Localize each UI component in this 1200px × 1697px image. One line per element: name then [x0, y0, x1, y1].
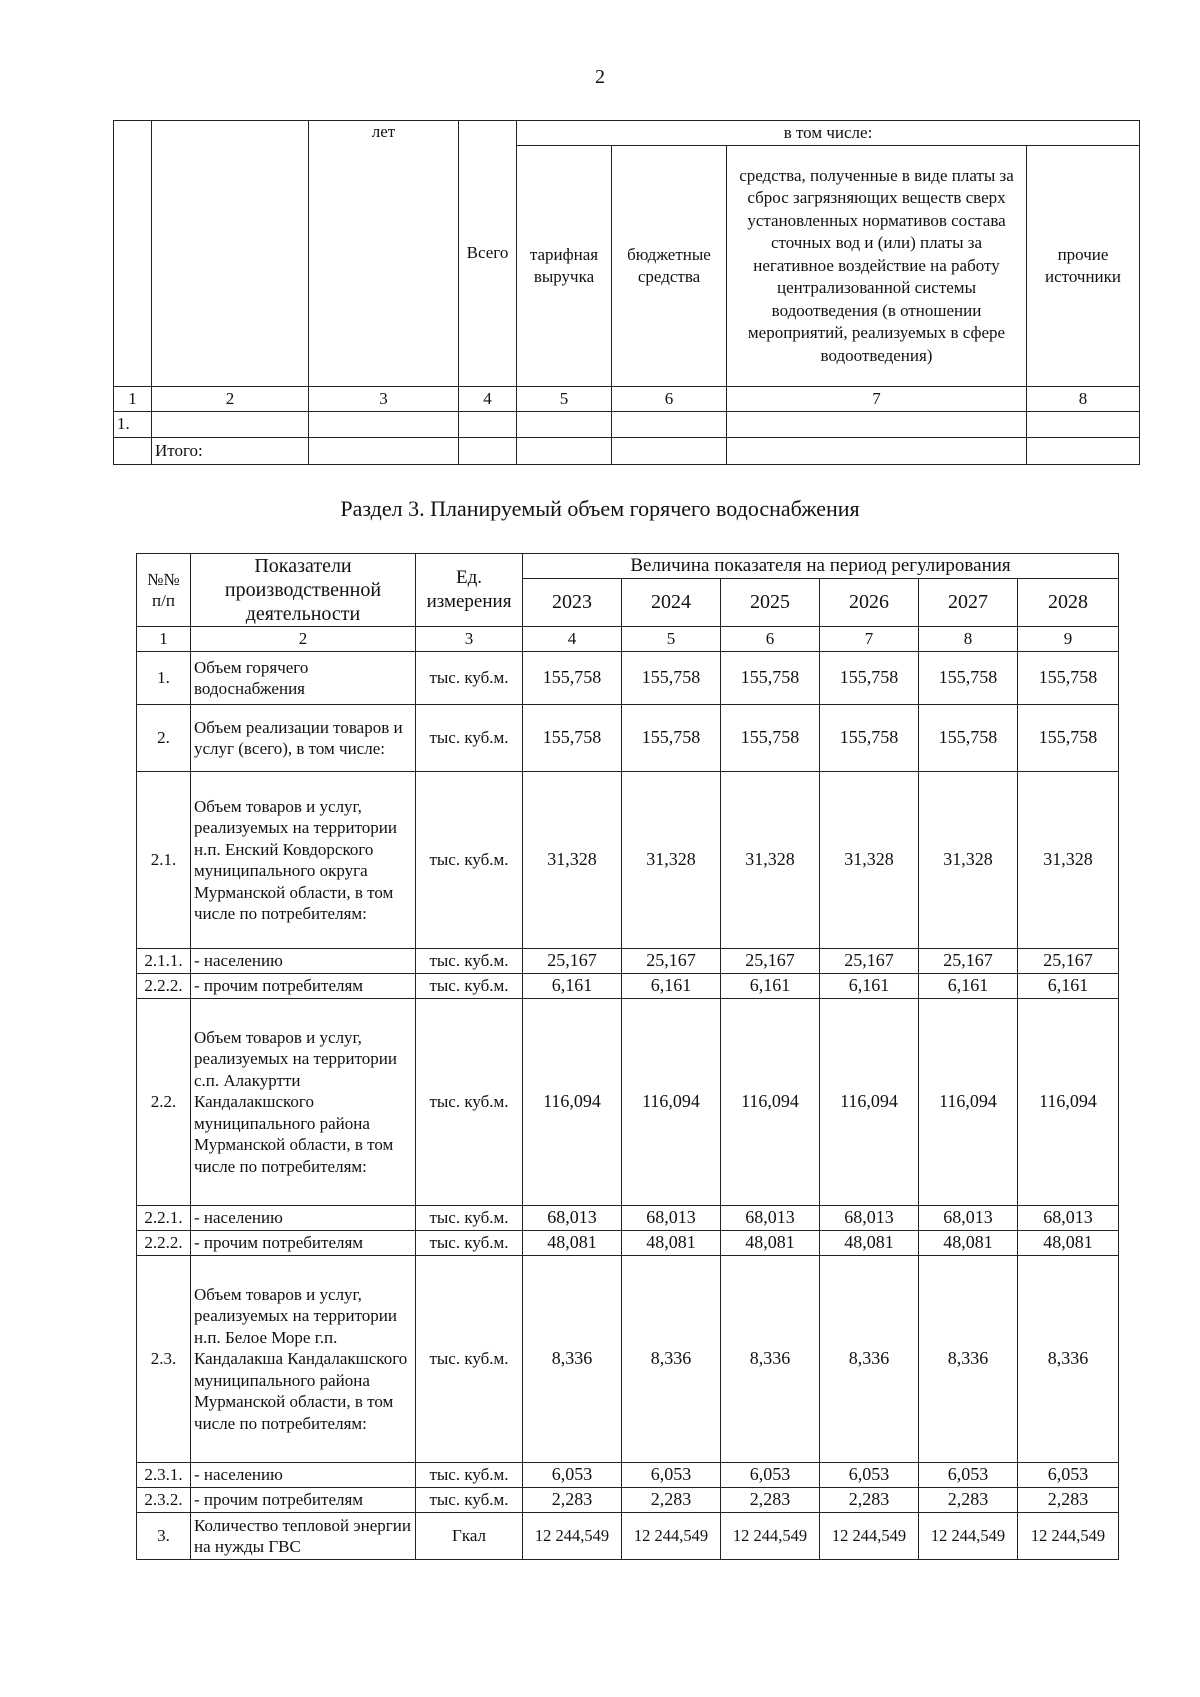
- value-cell: 2,283: [721, 1488, 820, 1513]
- table-cell: [114, 438, 152, 465]
- total-header: Всего: [459, 121, 517, 387]
- row-number: 1.: [137, 652, 191, 705]
- value-cell: 25,167: [523, 949, 622, 974]
- value-cell: 2,283: [1018, 1488, 1119, 1513]
- value-cell: 116,094: [1018, 999, 1119, 1206]
- hot-water-volume-table: [136, 553, 1119, 1560]
- value-cell: 68,013: [721, 1206, 820, 1231]
- value-cell: 6,053: [523, 1463, 622, 1488]
- value-cell: 116,094: [919, 999, 1018, 1206]
- year-header: 2024: [622, 579, 721, 627]
- unit-cell: тыс. куб.м.: [416, 705, 523, 772]
- value-cell: 12 244,549: [1018, 1513, 1119, 1560]
- value-cell: 155,758: [1018, 652, 1119, 705]
- table-cell: [152, 412, 309, 438]
- table-cell: [727, 438, 1027, 465]
- column-number: 4: [523, 627, 622, 652]
- value-cell: 6,053: [622, 1463, 721, 1488]
- value-cell: 6,053: [919, 1463, 1018, 1488]
- indicator-name: Объем горячего водоснабжения: [191, 652, 416, 705]
- column-number: 5: [517, 387, 612, 412]
- value-cell: 48,081: [523, 1231, 622, 1256]
- table-cell: [309, 412, 459, 438]
- unit-cell: тыс. куб.м.: [416, 652, 523, 705]
- unit-cell: тыс. куб.м.: [416, 1206, 523, 1231]
- table-row: [137, 1488, 1119, 1513]
- value-cell: 116,094: [820, 999, 919, 1206]
- value-cell: 6,161: [622, 974, 721, 999]
- value-cell: 31,328: [820, 772, 919, 949]
- value-cell: 155,758: [721, 652, 820, 705]
- value-cell: 8,336: [820, 1256, 919, 1463]
- value-cell: 31,328: [1018, 772, 1119, 949]
- value-cell: 48,081: [721, 1231, 820, 1256]
- year-header: 2027: [919, 579, 1018, 627]
- unit-cell: Гкал: [416, 1513, 523, 1560]
- table-row: [137, 1256, 1119, 1463]
- period-header: Величина показателя на период регулирования: [523, 554, 1119, 579]
- table-row: [114, 412, 1140, 438]
- row-number: 1.: [114, 412, 152, 438]
- year-header: 2023: [523, 579, 622, 627]
- value-cell: 25,167: [820, 949, 919, 974]
- value-cell: 116,094: [721, 999, 820, 1206]
- table-row: [137, 1513, 1119, 1560]
- column-number-row: [114, 387, 1140, 412]
- column-number: 9: [1018, 627, 1119, 652]
- indicator-header: Показатели производственной деятельности: [191, 554, 416, 627]
- unit-cell: тыс. куб.м.: [416, 949, 523, 974]
- value-cell: 155,758: [820, 652, 919, 705]
- value-cell: 12 244,549: [820, 1513, 919, 1560]
- header-cell: [152, 121, 309, 387]
- table-cell: [727, 412, 1027, 438]
- indicator-name: - населению: [191, 1206, 416, 1231]
- table-row: [137, 974, 1119, 999]
- value-cell: 2,283: [820, 1488, 919, 1513]
- column-number: 2: [152, 387, 309, 412]
- value-cell: 2,283: [919, 1488, 1018, 1513]
- value-cell: 8,336: [721, 1256, 820, 1463]
- table-cell: [1027, 412, 1140, 438]
- value-cell: 155,758: [523, 652, 622, 705]
- value-cell: 31,328: [622, 772, 721, 949]
- value-cell: 25,167: [622, 949, 721, 974]
- section-title: Раздел 3. Планируемый объем горячего водоснабжения: [340, 496, 860, 521]
- value-cell: 12 244,549: [919, 1513, 1018, 1560]
- value-cell: 6,161: [820, 974, 919, 999]
- value-cell: 68,013: [622, 1206, 721, 1231]
- indicator-name: Количество тепловой энергии на нужды ГВС: [191, 1513, 416, 1560]
- value-cell: 48,081: [622, 1231, 721, 1256]
- column-number-row: [137, 627, 1119, 652]
- table-row: [137, 652, 1119, 705]
- row-number: 3.: [137, 1513, 191, 1560]
- column-number: 3: [416, 627, 523, 652]
- table-row: [137, 772, 1119, 949]
- value-cell: 68,013: [919, 1206, 1018, 1231]
- value-cell: 8,336: [622, 1256, 721, 1463]
- value-cell: 12 244,549: [721, 1513, 820, 1560]
- unit-cell: тыс. куб.м.: [416, 1231, 523, 1256]
- indicator-name: - прочим потребителям: [191, 1488, 416, 1513]
- header-cell: [114, 121, 152, 387]
- value-cell: 31,328: [919, 772, 1018, 949]
- value-cell: 12 244,549: [622, 1513, 721, 1560]
- unit-cell: тыс. куб.м.: [416, 974, 523, 999]
- table-row: [137, 1206, 1119, 1231]
- value-cell: 8,336: [919, 1256, 1018, 1463]
- subcol-header: прочие источники: [1027, 146, 1140, 387]
- indicator-name: - прочим потребителям: [191, 974, 416, 999]
- value-cell: 25,167: [721, 949, 820, 974]
- table-row: [137, 999, 1119, 1206]
- indicator-name: - населению: [191, 949, 416, 974]
- value-cell: 155,758: [919, 705, 1018, 772]
- column-number: 3: [309, 387, 459, 412]
- value-cell: 6,053: [1018, 1463, 1119, 1488]
- table-cell: [612, 412, 727, 438]
- value-cell: 6,161: [919, 974, 1018, 999]
- subcol-header: бюджетные средства: [612, 146, 727, 387]
- column-number: 8: [1027, 387, 1140, 412]
- value-cell: 31,328: [523, 772, 622, 949]
- table-cell: [517, 412, 612, 438]
- header-fragment-cell: лет: [309, 121, 459, 387]
- value-cell: 6,161: [1018, 974, 1119, 999]
- indicator-name: Объем товаров и услуг, реализуемых на территории н.п. Енский Ковдорского муниципального округа Мурманской области, в том числе по потребителям:: [191, 772, 416, 949]
- row-number: 2.2.1.: [137, 1206, 191, 1231]
- value-cell: 8,336: [523, 1256, 622, 1463]
- row-number: 2.3.2.: [137, 1488, 191, 1513]
- table-cell: [309, 438, 459, 465]
- year-header: 2026: [820, 579, 919, 627]
- row-number: 2.1.1.: [137, 949, 191, 974]
- num-header: №№ п/п: [137, 554, 191, 627]
- row-number: 2.2.2.: [137, 1231, 191, 1256]
- column-number: 8: [919, 627, 1018, 652]
- column-number: 6: [612, 387, 727, 412]
- table-cell: [612, 438, 727, 465]
- value-cell: 2,283: [523, 1488, 622, 1513]
- value-cell: 155,758: [721, 705, 820, 772]
- value-cell: 116,094: [622, 999, 721, 1206]
- table-header-row: [137, 554, 1119, 579]
- value-cell: 6,053: [721, 1463, 820, 1488]
- value-cell: 12 244,549: [523, 1513, 622, 1560]
- value-cell: 48,081: [919, 1231, 1018, 1256]
- including-header: в том числе:: [517, 121, 1140, 146]
- year-header: 2025: [721, 579, 820, 627]
- column-number: 7: [727, 387, 1027, 412]
- column-number: 5: [622, 627, 721, 652]
- value-cell: 155,758: [523, 705, 622, 772]
- value-cell: 68,013: [1018, 1206, 1119, 1231]
- value-cell: 48,081: [1018, 1231, 1119, 1256]
- value-cell: 25,167: [1018, 949, 1119, 974]
- indicator-name: - населению: [191, 1463, 416, 1488]
- column-number: 4: [459, 387, 517, 412]
- column-number: 6: [721, 627, 820, 652]
- value-cell: 6,161: [721, 974, 820, 999]
- table-cell: [459, 438, 517, 465]
- indicator-name: Объем товаров и услуг, реализуемых на территории с.п. Алакуртти Кандалакшского муниципального района Мурманской области, в том числе по потребителям:: [191, 999, 416, 1206]
- row-number: 2.: [137, 705, 191, 772]
- value-cell: 8,336: [1018, 1256, 1119, 1463]
- value-cell: 68,013: [523, 1206, 622, 1231]
- value-cell: 6,053: [820, 1463, 919, 1488]
- table-row: [137, 1463, 1119, 1488]
- column-number: 1: [137, 627, 191, 652]
- row-number: 2.2.2.: [137, 974, 191, 999]
- value-cell: 2,283: [622, 1488, 721, 1513]
- unit-cell: тыс. куб.м.: [416, 999, 523, 1206]
- table-cell: [517, 438, 612, 465]
- table-header-row: [114, 121, 1140, 146]
- column-number: 1: [114, 387, 152, 412]
- row-number: 2.2.: [137, 999, 191, 1206]
- subcol-header: тарифная выручка: [517, 146, 612, 387]
- value-cell: 68,013: [820, 1206, 919, 1231]
- value-cell: 155,758: [1018, 705, 1119, 772]
- value-cell: 155,758: [919, 652, 1018, 705]
- unit-header: Ед. измерения: [416, 554, 523, 627]
- unit-cell: тыс. куб.м.: [416, 1488, 523, 1513]
- table-row: [137, 705, 1119, 772]
- total-label: Итого:: [152, 438, 309, 465]
- table-row: [137, 949, 1119, 974]
- value-cell: 155,758: [820, 705, 919, 772]
- column-number: 7: [820, 627, 919, 652]
- value-cell: 6,161: [523, 974, 622, 999]
- unit-cell: тыс. куб.м.: [416, 1463, 523, 1488]
- table-cell: [1027, 438, 1140, 465]
- value-cell: 155,758: [622, 705, 721, 772]
- row-number: 2.1.: [137, 772, 191, 949]
- row-number: 2.3.: [137, 1256, 191, 1463]
- table-cell: [459, 412, 517, 438]
- subcol-header: средства, полученные в виде платы за сброс загрязняющих веществ сверх установленных нормативов состава сточных вод и (или) платы за негативное воздействие на работу централизованной системы водоотведения (в отношении мероприятий, реализуемых в сфере водоотведения): [727, 146, 1027, 387]
- value-cell: 31,328: [721, 772, 820, 949]
- value-cell: 116,094: [523, 999, 622, 1206]
- page-number: 2: [595, 66, 605, 88]
- value-cell: 48,081: [820, 1231, 919, 1256]
- unit-cell: тыс. куб.м.: [416, 1256, 523, 1463]
- table-row: [137, 1231, 1119, 1256]
- year-header: 2028: [1018, 579, 1119, 627]
- value-cell: 155,758: [622, 652, 721, 705]
- indicator-name: Объем реализации товаров и услуг (всего), в том числе:: [191, 705, 416, 772]
- row-number: 2.3.1.: [137, 1463, 191, 1488]
- indicator-name: - прочим потребителям: [191, 1231, 416, 1256]
- value-cell: 25,167: [919, 949, 1018, 974]
- indicator-name: Объем товаров и услуг, реализуемых на территории н.п. Белое Море г.п. Кандалакша Кандалакшского муниципального района Мурманской области, в том числе по потребителям:: [191, 1256, 416, 1463]
- total-row: [114, 438, 1140, 465]
- column-number: 2: [191, 627, 416, 652]
- unit-cell: тыс. куб.м.: [416, 772, 523, 949]
- funding-sources-table: [113, 120, 1140, 465]
